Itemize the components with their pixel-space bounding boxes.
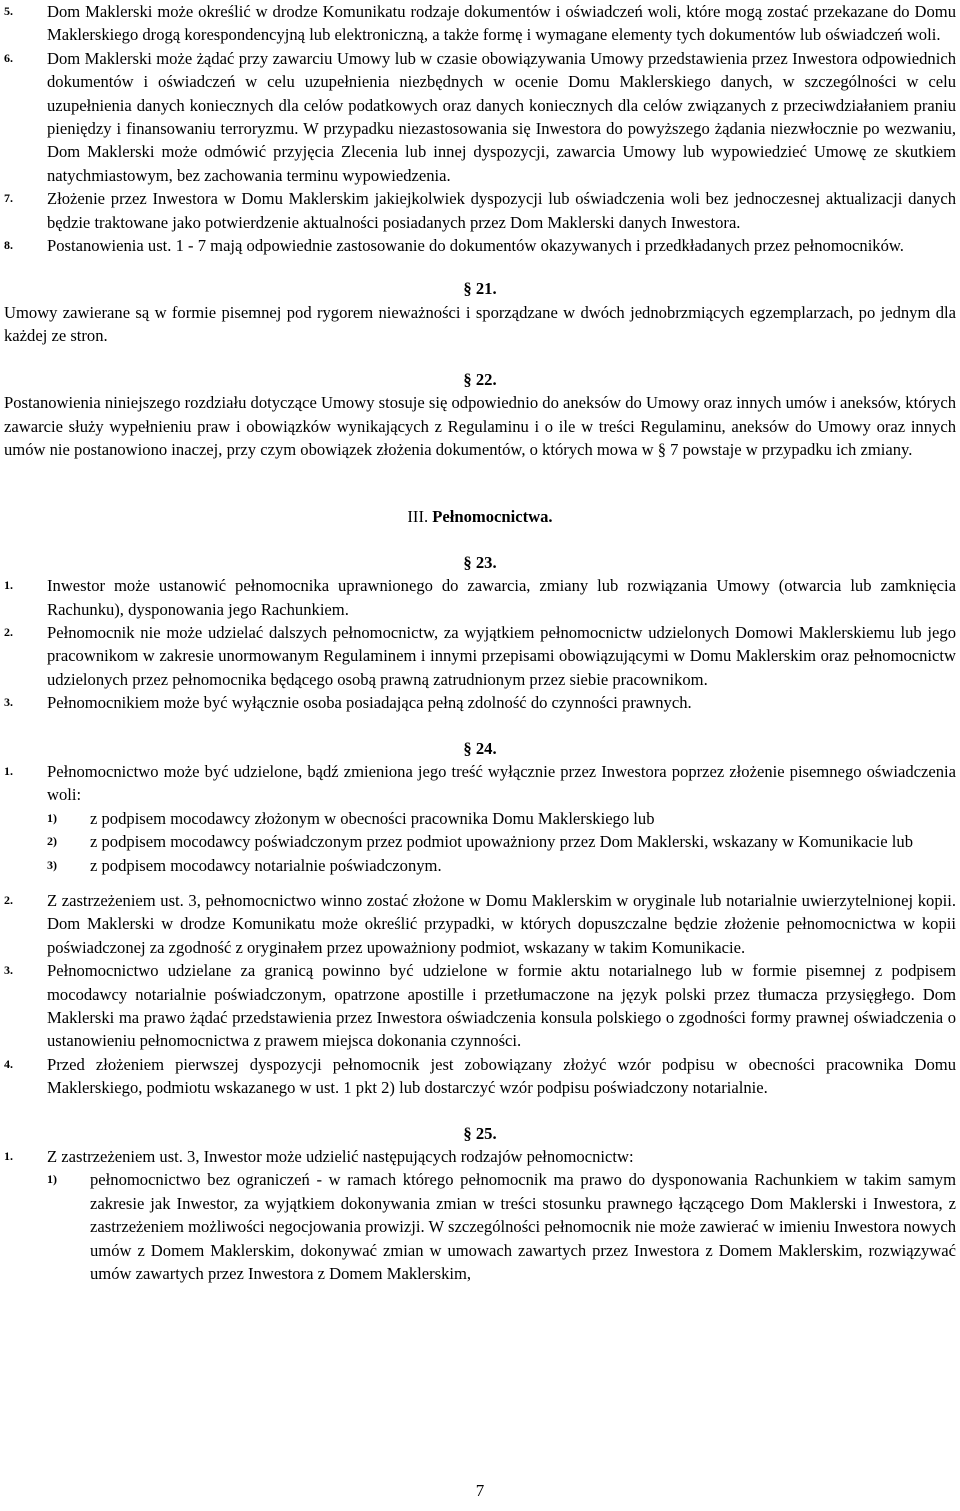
item-number: 5. (4, 4, 13, 18)
item-number: 2. (4, 624, 13, 639)
item-number: 3. (4, 963, 13, 978)
sub-item (4, 807, 956, 830)
item-text: Złożenie przez Inwestora w Domu Maklerskim jakiejkolwiek dyspozycji lub oświadczenia woli bez jednoczesnej aktualizacji danych będzie traktowane jako potwierdzenie aktualności posiadanych przez Dom Maklerski danych Inwestora. (47, 189, 956, 232)
list-item (4, 1145, 956, 1168)
chapter-number: III. (407, 507, 429, 527)
list-item (4, 574, 956, 621)
item-number: 6. (4, 50, 13, 65)
item-text: Z zastrzeżeniem ust. 3, Inwestor może udzielić następujących rodzajów pełnomocnictw: (47, 1147, 634, 1167)
section-25-title: § 25. (463, 1123, 497, 1143)
list-item (4, 0, 956, 47)
list-item (4, 760, 956, 807)
section-21-text: Umowy zawierane są w formie pisemnej pod rygorem nieważności i sporządzane w dwóch jednobrzmiących egzemplarzach, po jednym dla każdej ze stron. (4, 302, 956, 346)
section-24-title: § 24. (463, 738, 497, 758)
chapter-title (4, 505, 956, 528)
sub-item-text: pełnomocnictwo bez ograniczeń - w ramach którego pełnomocnik ma prawo do dysponowania Rachunkiem w takim samym zakresie jak Inwestor, za wyjątkiem dokonywania zmian w treści stosunku prawnego łączącego Dom Maklerski i Inwestora, z zastrzeżeniem możliwości negocjowania prowizji. W szczególności pełnomocnik nie może zawierać w imieniu Inwestora nowych umów z Domem Maklerskim, dokonywać zmian w umowach zawartych przez Inwestora z Domem Maklerskim, rozwiązywać umów zawartych przez Inwestora z Domem Maklerskim, (90, 1170, 956, 1284)
sub-item (4, 830, 956, 853)
list-item (4, 621, 956, 691)
item-text: Pełnomocnikiem może być wyłącznie osoba posiadająca pełną zdolność do czynności prawnych. (47, 693, 692, 713)
section-21-title: § 21. (463, 279, 497, 299)
item-text: Dom Maklerski może żądać przy zawarciu Umowy lub w czasie obowiązywania Umowy przedstawienia przez Inwestora odpowiednich dokumentów i oświadczeń w celu uzupełnienia niezbędnych w ocenie Domu Maklerskiego danych, w szczególności w celu uzupełnienia danych koniecznych dla celów podatkowych oraz danych koniecznych dla celów związanych z przeciwdziałaniem praniu pieniędzy i finansowaniu terroryzmu. W przypadku niezastosowania się Inwestora do powyższego żądania niezwłocznie po wezwaniu, Dom Maklerski może odmówić przyjęcia Zlecenia lub innej dyspozycji, zawarcia Umowy lub wypowiedzieć Umowę ze skutkiem natychmiastowym, bez zachowania terminu wypowiedzenia. (47, 48, 956, 185)
sub-item-number: 1) (47, 1172, 57, 1187)
list-item (4, 187, 956, 234)
list-item (4, 1053, 956, 1100)
page-number: 7 (475, 1481, 485, 1500)
section-20-continuation (4, 0, 956, 257)
sub-item-text: z podpisem mocodawcy poświadczonym przez podmiot upoważniony przez Dom Maklerski, wskazany w Komunikacie lub (90, 832, 914, 852)
item-text: Dom Maklerski może określić w drodze Komunikatu rodzaje dokumentów i oświadczeń woli, które mogą zostać przekazane do Domu Maklerskiego drogą korespondencyjną lub elektroniczną, a także formę i wymagane elementy tych dokumentów lub oświadczeń woli. (47, 2, 956, 45)
section-23-title: § 23. (463, 552, 497, 572)
item-text: Pełnomocnik nie może udzielać dalszych pełnomocnictw, za wyjątkiem pełnomocnictw udzielonych Domowi Maklerskiemu lub jego pracownikom w zakresie unormowanym Regulaminem i innymi przepisami obowiązującymi w Domu Maklerskim oraz pełnomocnictw udzielonych przez pełnomocnika będącego osobą prawną zatrudnionym przez siebie pracownikom. (47, 622, 956, 689)
item-text: Pełnomocnictwo może być udzielone, bądź zmieniona jego treść wyłącznie przez Inwestora poprzez złożenie pisemnego oświadczenia woli: (47, 761, 956, 805)
sub-item (4, 854, 956, 877)
item-number: 1. (4, 763, 13, 778)
sub-item (4, 1168, 956, 1285)
sub-item-number: 1) (47, 810, 57, 825)
item-number: 1. (4, 578, 13, 593)
section-22-title: § 22. (463, 369, 497, 389)
item-number: 7. (4, 191, 13, 206)
list-item (4, 889, 956, 959)
item-number: 8. (4, 238, 13, 253)
item-text: Postanowienia ust. 1 - 7 mają odpowiednie zastosowanie do dokumentów okazywanych i przedkładanych przez pełnomocników. (47, 236, 904, 256)
item-text: Inwestor może ustanowić pełnomocnika uprawnionego do zawarcia, zmiany lub rozwiązania Umowy (otwarcia lub zamknięcia Rachunku), dysponowania jego Rachunkiem. (47, 576, 956, 619)
item-text: Z zastrzeżeniem ust. 3, pełnomocnictwo winno zostać złożone w Domu Maklerskim w oryginale lub notarialnie uwierzytelnionej kopii. Dom Maklerski w drodze Komunikatu może określić przypadki, w których dopuszczalne będzie złożenie pełnomocnictwa w kopii poświadczonej za zgodność z oryginałem przez upoważniony podmiot, wskazany w takim Komunikacie. (47, 891, 956, 957)
sub-item-number: 3) (47, 857, 57, 872)
sub-item-text: z podpisem mocodawcy notarialnie poświadczonym. (90, 855, 442, 875)
item-number: 1. (4, 1149, 13, 1164)
section-22-text: Postanowienia niniejszego rozdziału dotyczące Umowy stosuje się odpowiednio do aneksów do Umowy oraz innych umów i aneksów, których zawarcie służy wypełnieniu praw i obowiązków wynikających z Regulaminu i o ile w treści Regulaminu, aneksów do Umowy oraz innych umów nie postanowiono inaczej, przy czym obowiązek złożenia dokumentów, o których mowa w § 7 powstaje w przypadku ich zmiany. (4, 393, 956, 459)
item-number: 3. (4, 695, 13, 710)
sub-item-text: z podpisem mocodawcy złożonym w obecności pracownika Domu Maklerskiego lub (90, 808, 655, 828)
list-item (4, 959, 956, 1053)
item-text: Przed złożeniem pierwszej dyspozycji pełnomocnik jest zobowiązany złożyć wzór podpisu w obecności pracownika Domu Maklerskiego, podmiotu wskazanego w ust. 1 pkt 2) lub dostarczyć wzór podpisu poświadczony notarialnie. (47, 1054, 956, 1098)
item-text: Pełnomocnictwo udzielane za granicą powinno być udzielone w formie aktu notarialnego lub w formie pisemnej z podpisem mocodawcy notarialnie poświadczonym, opatrzone apostille i przetłumaczone na język polski przez tłumacza przysięgłego. Dom Maklerski ma prawo żądać przedstawienia przez Inwestora oświadczenia konsula polskiego o zgodności formy prawnej oświadczenia o ustanowieniu pełnomocnictwa z prawem miejsca dokonania czynności. (47, 961, 956, 1051)
item-number: 4. (4, 1056, 13, 1071)
chapter-name: Pełnomocnictwa. (432, 507, 553, 527)
list-item (4, 47, 956, 187)
list-item (4, 691, 956, 714)
list-item (4, 234, 956, 257)
item-number: 2. (4, 893, 13, 907)
sub-item-number: 2) (47, 834, 57, 849)
